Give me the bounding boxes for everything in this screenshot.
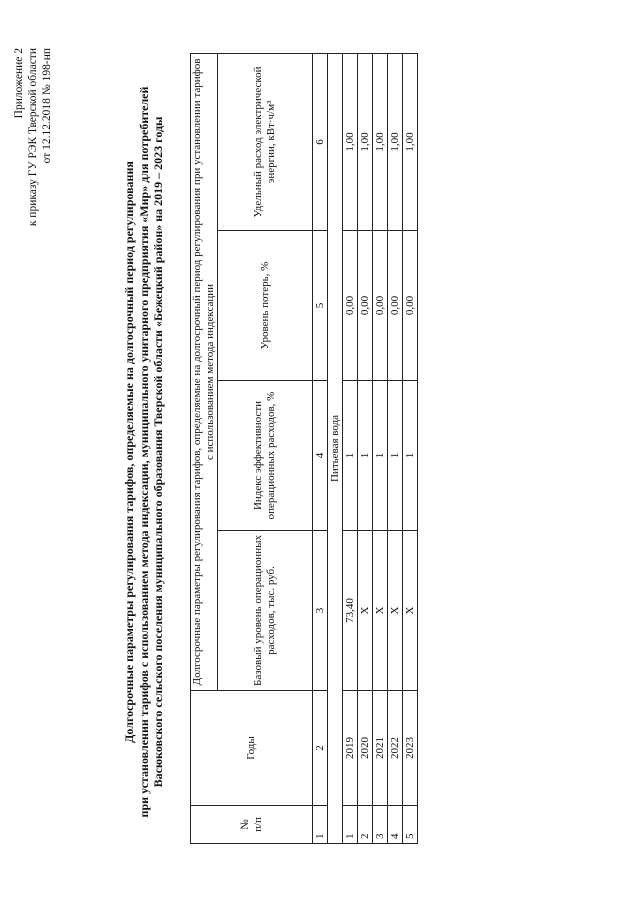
- row-specific-energy: 1,00: [343, 53, 358, 230]
- appendix-block: [12, 48, 54, 226]
- table-row: [343, 53, 358, 843]
- row-efficiency-index: 1: [388, 381, 403, 531]
- row-number: 2: [358, 806, 373, 844]
- row-year: 2022: [388, 691, 403, 806]
- section-row: [328, 53, 343, 843]
- row-efficiency-index: 1: [358, 381, 373, 531]
- row-efficiency-index: 1: [403, 381, 418, 531]
- row-specific-energy: 1,00: [373, 53, 388, 230]
- header-number: № п/п: [191, 806, 313, 844]
- row-efficiency-index: 1: [343, 381, 358, 531]
- header-efficiency-index: Индекс эффективности операционных расходов, %: [218, 381, 313, 531]
- row-loss-level: 0,00: [403, 231, 418, 381]
- column-number: 4: [313, 381, 328, 531]
- row-base-opex: 73,40: [343, 531, 358, 691]
- heading-line-3: Васюковского сельского поселения муниципального образования Тверской области «Бежецкий район» на 2019 – 2023 годы: [151, 116, 165, 788]
- row-specific-energy: 1,00: [403, 53, 418, 230]
- appendix-title: Приложение 2: [13, 48, 25, 119]
- column-number: 3: [313, 531, 328, 691]
- column-number: 2: [313, 691, 328, 806]
- row-loss-level: 0,00: [388, 231, 403, 381]
- row-year: 2019: [343, 691, 358, 806]
- row-year: 2020: [358, 691, 373, 806]
- row-loss-level: 0,00: [358, 231, 373, 381]
- row-specific-energy: 1,00: [358, 53, 373, 230]
- document-heading: [122, 40, 166, 864]
- column-number: 5: [313, 231, 328, 381]
- table-row: [373, 53, 388, 843]
- column-number: 1: [313, 806, 328, 844]
- heading-line-1: Долгосрочные параметры регулирования тарифов, определяемые на долгосрочный период регулирования: [122, 161, 136, 743]
- row-year: 2021: [373, 691, 388, 806]
- header-loss-level: Уровень потерь, %: [218, 231, 313, 381]
- header-base-opex: Базовый уровень операционных расходов, тыс. руб.: [218, 531, 313, 691]
- table-row: [403, 53, 418, 843]
- table-header-row-group: [191, 53, 218, 843]
- column-number-row: [313, 53, 328, 843]
- table-row: [388, 53, 403, 843]
- table-row: [358, 53, 373, 843]
- row-number: 1: [343, 806, 358, 844]
- row-loss-level: 0,00: [373, 231, 388, 381]
- row-number: 3: [373, 806, 388, 844]
- row-number: 4: [388, 806, 403, 844]
- header-specific-energy: Удельный расход электрической энергии, кВт·ч/м³: [218, 53, 313, 230]
- column-number: 6: [313, 53, 328, 230]
- row-base-opex: X: [358, 531, 373, 691]
- appendix-order-date: от 12.12.2018 № 198-нп: [41, 48, 53, 164]
- appendix-order-reference: к приказу ГУ РЭК Тверской области: [27, 48, 39, 227]
- heading-line-2: при установлении тарифов с использованием метода индексации, муниципального унитарного предприятия «Мир» для потребителей: [136, 86, 151, 818]
- row-year: 2023: [403, 691, 418, 806]
- row-loss-level: 0,00: [343, 231, 358, 381]
- section-title: Питьевая вода: [328, 53, 343, 843]
- row-specific-energy: 1,00: [388, 53, 403, 230]
- row-base-opex: X: [373, 531, 388, 691]
- row-efficiency-index: 1: [373, 381, 388, 531]
- row-base-opex: X: [403, 531, 418, 691]
- header-years: Годы: [191, 691, 313, 806]
- row-base-opex: X: [388, 531, 403, 691]
- row-number: 5: [403, 806, 418, 844]
- parameters-table: [190, 53, 418, 844]
- header-group: Долгосрочные параметры регулирования тарифов, определяемые на долгосрочный период регулирования при установлении тарифов с использованием метода индексации: [191, 53, 218, 690]
